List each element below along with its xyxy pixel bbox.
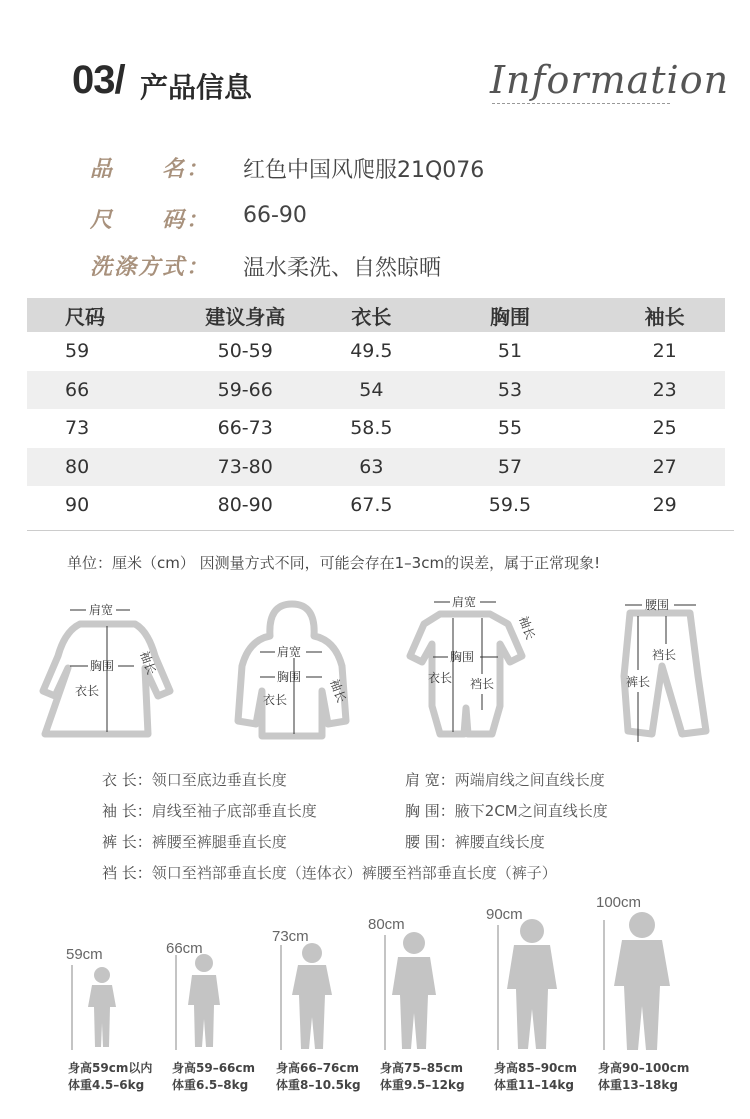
- kid-info: 身高59–66cm 体重6.5–8kg: [172, 1061, 256, 1092]
- info-value-wash: 温水柔洗、自然晾晒: [243, 256, 442, 281]
- kid-height-label: 100cm: [596, 894, 642, 911]
- table-cell: 66-73: [217, 417, 273, 440]
- table-cell: 67.5: [350, 494, 393, 517]
- table-header-sleeve: 袖长: [604, 298, 725, 332]
- onesie-length-label: 衣长: [428, 671, 453, 685]
- kid-height-label: 80cm: [368, 916, 405, 933]
- table-row: [27, 486, 725, 525]
- measurement-note: 单位：厘米（cm） 因测量方式不同，可能会存在1–3cm的误差，属于正常现象!: [67, 554, 601, 572]
- kid-height-label: 90cm: [486, 906, 523, 923]
- onesie-crotch-label: 裆长: [470, 677, 495, 691]
- kid-info: 身高85–90cm 体重11–14kg: [494, 1061, 578, 1092]
- table-row: [27, 371, 725, 410]
- info-value-name: 红色中国风爬服21Q076: [243, 158, 485, 183]
- info-label-name: 品 名：: [90, 157, 211, 182]
- table-cell: 54: [327, 371, 415, 410]
- definition-pants-length: 裤 长：裤腰至裤腿垂直长度: [102, 833, 287, 851]
- table-cell: 73-80: [163, 448, 327, 487]
- table-cell: 58.5: [350, 417, 393, 440]
- definition-length: 衣 长：领口至底边垂直长度: [102, 771, 287, 789]
- kid-info: 身高66–76cm 体重8–10.5kg: [276, 1061, 361, 1092]
- kid-height-label: 59cm: [66, 946, 103, 963]
- table-header-height: 建议身高: [163, 298, 327, 332]
- info-label-wash: 洗涤方式：: [90, 255, 211, 280]
- definition-sleeve: 袖 长：肩线至袖子底部垂直长度: [102, 802, 317, 820]
- table-cell: 80-90: [217, 494, 273, 517]
- dress-sleeve-label: 袖长: [137, 649, 159, 677]
- jacket-chest-label: 胸围: [277, 670, 302, 684]
- table-row: [27, 409, 725, 448]
- kid-info: 身高75–85cm 体重9.5–12kg: [380, 1061, 465, 1092]
- table-cell: 21: [652, 340, 677, 363]
- garment-outlines: [43, 604, 706, 736]
- jacket-length-label: 衣长: [263, 693, 288, 707]
- table-cell: 50-59: [217, 340, 273, 363]
- table-header-row: [27, 298, 725, 332]
- table-cell: 49.5: [350, 340, 393, 363]
- info-value-size: 66-90: [243, 203, 307, 228]
- table-cell: 59.5: [488, 494, 532, 517]
- table-cell: 27: [604, 448, 725, 487]
- section-title: 产品信息: [140, 71, 253, 104]
- table-header-size: 尺码: [27, 298, 163, 332]
- info-label-size: 尺 码：: [90, 208, 211, 233]
- table-cell: 63: [327, 448, 415, 487]
- table-row: [27, 448, 725, 487]
- pants-crotch-label: 裆长: [652, 648, 677, 662]
- table-cell: 53: [416, 371, 605, 410]
- kid-info: 身高90–100cm 体重13–18kg: [598, 1061, 690, 1092]
- kid-height-label: 66cm: [166, 940, 203, 957]
- kid-height-label: 73cm: [272, 928, 309, 945]
- table-cell: 55: [497, 417, 523, 440]
- table-cell: 29: [652, 494, 677, 517]
- table-cell: 23: [604, 371, 725, 410]
- header-divider: [492, 103, 670, 104]
- kid-info: 身高59cm以内 体重4.5–6kg: [68, 1061, 153, 1092]
- table-cell: 57: [416, 448, 605, 487]
- jacket-sleeve-label: 袖长: [327, 677, 349, 705]
- definition-shoulder: 肩 宽：两端肩线之间直线长度: [405, 771, 605, 789]
- table-cell: 73: [65, 417, 90, 440]
- onesie-sleeve-label: 袖长: [516, 614, 538, 642]
- definition-waist: 腰 围：裤腰直线长度: [405, 833, 545, 851]
- kids-silhouettes: [0, 885, 750, 1060]
- table-cell: 59-66: [163, 371, 327, 410]
- garment-diagrams: [30, 596, 740, 756]
- table-cell: 90: [65, 494, 90, 517]
- table-header-chest: 胸围: [416, 298, 605, 332]
- table-cell: 25: [652, 417, 677, 440]
- table-cell: 51: [497, 340, 523, 363]
- onesie-chest-label: 胸围: [450, 650, 475, 664]
- jacket-shoulder-label: 肩宽: [277, 645, 302, 659]
- table-row: [27, 332, 725, 371]
- table-cell: 80: [27, 448, 163, 487]
- definition-chest: 胸 围：腋下2CM之间直线长度: [405, 802, 608, 820]
- pants-length-label: 裤长: [626, 675, 651, 689]
- dress-length-label: 衣长: [75, 684, 100, 698]
- size-table: [27, 298, 725, 525]
- table-bottom-rule: [27, 530, 734, 531]
- table-cell: 66: [27, 371, 163, 410]
- table-header-length: 衣长: [327, 298, 415, 332]
- table-cell: 59: [65, 340, 90, 363]
- section-number: 03/: [72, 58, 125, 102]
- onesie-shoulder-label: 肩宽: [452, 596, 477, 609]
- definition-crotch: 裆 长：领口至裆部垂直长度（连体衣）裤腰至裆部垂直长度（裤子）: [102, 864, 557, 882]
- dress-shoulder-label: 肩宽: [89, 603, 114, 617]
- dress-chest-label: 胸围: [90, 659, 115, 673]
- section-script-title: Information: [490, 58, 730, 102]
- pants-waist-label: 腰围: [645, 598, 670, 612]
